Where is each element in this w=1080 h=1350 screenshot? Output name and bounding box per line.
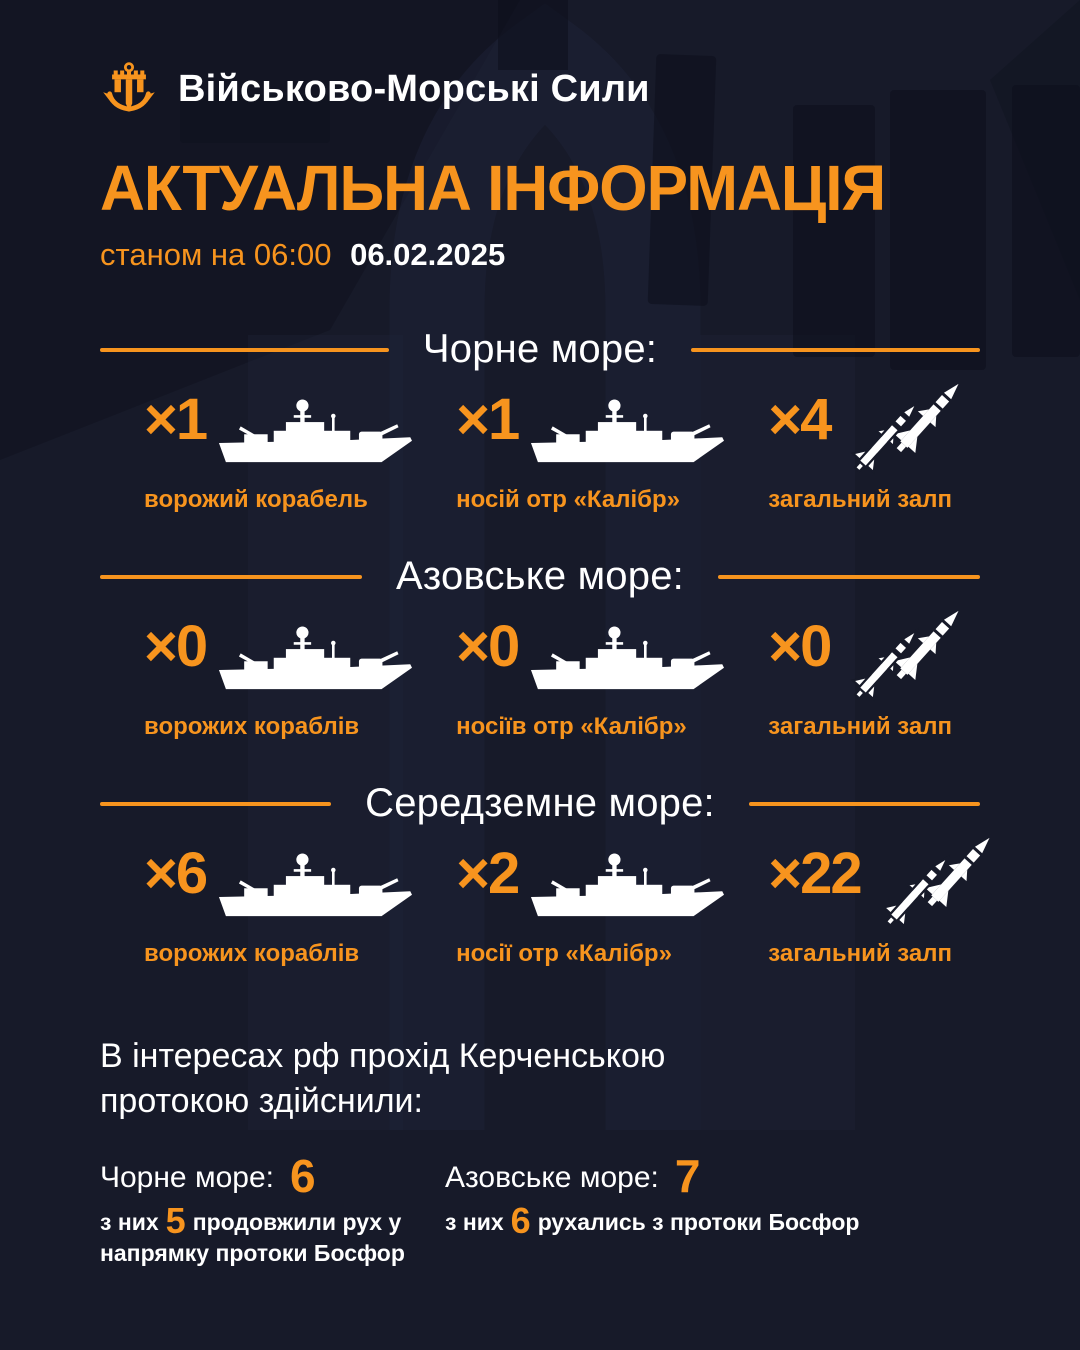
stat-total-salvo bbox=[724, 386, 982, 514]
section-header bbox=[100, 554, 980, 599]
stat-count: ×0 bbox=[768, 614, 831, 680]
header bbox=[100, 0, 980, 118]
kerch-detail: з них 5 продовжили рух у напрямку протоки Босфор bbox=[100, 1199, 405, 1266]
missiles-icon bbox=[834, 605, 982, 709]
section-azov-sea bbox=[100, 554, 980, 741]
sea-name: Середземне море: bbox=[365, 781, 715, 826]
stat-label: носій отр «Калібр» bbox=[456, 486, 680, 514]
stat-label: ворожий корабель bbox=[144, 486, 368, 514]
stat-count: ×0 bbox=[144, 614, 207, 680]
stats-row bbox=[100, 840, 980, 968]
divider-line bbox=[100, 575, 362, 579]
kerch-sea-name: Азовське море: bbox=[445, 1160, 659, 1194]
stat-label: загальний залп bbox=[768, 486, 952, 514]
divider-line bbox=[718, 575, 980, 579]
warship-icon bbox=[212, 621, 412, 705]
as-of-line bbox=[100, 237, 980, 273]
divider-line bbox=[691, 348, 980, 352]
stats-row bbox=[100, 386, 980, 514]
stat-count: ×2 bbox=[456, 841, 519, 907]
anchor-trident-icon bbox=[100, 60, 158, 118]
kerch-detail: з них 6 рухались з протоки Босфор bbox=[445, 1199, 860, 1241]
as-of-time: 06:00 bbox=[253, 237, 332, 273]
divider-line bbox=[749, 802, 980, 806]
sea-name: Азовське море: bbox=[396, 554, 684, 599]
kerch-detail-text: продовжили рух у напрямку протоки Босфор bbox=[100, 1208, 405, 1266]
stat-label: загальний залп bbox=[768, 940, 952, 968]
stat-total-salvo bbox=[724, 613, 982, 741]
kerch-detail-count: 6 bbox=[510, 1199, 531, 1241]
kerch-sea-name: Чорне море: bbox=[100, 1160, 274, 1194]
stat-label: ворожих кораблів bbox=[144, 713, 360, 741]
sea-name: Чорне море: bbox=[422, 327, 658, 372]
kerch-entries bbox=[100, 1150, 980, 1269]
warship-icon bbox=[212, 394, 412, 478]
kerch-total: 7 bbox=[674, 1150, 701, 1203]
kerch-strait-block bbox=[100, 1034, 980, 1269]
kerch-detail-count: 5 bbox=[165, 1199, 186, 1241]
stat-label: загальний залп bbox=[768, 713, 952, 741]
stat-total-salvo bbox=[724, 840, 1012, 968]
as-of-date: 06.02.2025 bbox=[350, 237, 506, 273]
divider-line bbox=[100, 348, 389, 352]
brand-name: Військово-Морські Сили bbox=[178, 67, 650, 110]
kerch-heading: В інтересах рф прохід Керченською протокою здійснили: bbox=[100, 1037, 666, 1121]
kerch-total: 6 bbox=[289, 1150, 316, 1203]
stat-count: ×0 bbox=[456, 614, 519, 680]
stat-kalibr-carriers bbox=[412, 386, 724, 514]
divider-line bbox=[100, 802, 331, 806]
kerch-entry-black-sea bbox=[100, 1150, 445, 1269]
missiles-icon bbox=[834, 378, 982, 482]
warship-icon bbox=[524, 848, 724, 932]
stat-enemy-ships bbox=[100, 613, 412, 741]
page-title: АКТУАЛЬНА ІНФОРМАЦІЯ bbox=[100, 152, 886, 224]
stat-enemy-ships bbox=[100, 840, 412, 968]
stat-label: ворожих кораблів bbox=[144, 940, 360, 968]
kerch-entry-azov-sea bbox=[445, 1150, 980, 1269]
stat-count: ×22 bbox=[768, 841, 861, 907]
warship-icon bbox=[212, 848, 412, 932]
stat-kalibr-carriers bbox=[412, 613, 724, 741]
stat-label: носії отр «Калібр» bbox=[456, 940, 672, 968]
stat-count: ×6 bbox=[144, 841, 207, 907]
section-header bbox=[100, 781, 980, 826]
section-header bbox=[100, 327, 980, 372]
section-black-sea bbox=[100, 327, 980, 514]
as-of-label: станом на bbox=[100, 237, 246, 273]
stat-count: ×1 bbox=[144, 387, 207, 453]
stat-count: ×4 bbox=[768, 387, 831, 453]
warship-icon bbox=[524, 394, 724, 478]
section-mediterranean-sea bbox=[100, 781, 980, 968]
warship-icon bbox=[524, 621, 724, 705]
stat-enemy-ships bbox=[100, 386, 412, 514]
missiles-icon bbox=[865, 832, 1013, 936]
stat-label: носіїв отр «Калібр» bbox=[456, 713, 687, 741]
kerch-detail-text: рухались з протоки Босфор bbox=[537, 1208, 860, 1235]
stats-row bbox=[100, 613, 980, 741]
stat-kalibr-carriers bbox=[412, 840, 724, 968]
stat-count: ×1 bbox=[456, 387, 519, 453]
